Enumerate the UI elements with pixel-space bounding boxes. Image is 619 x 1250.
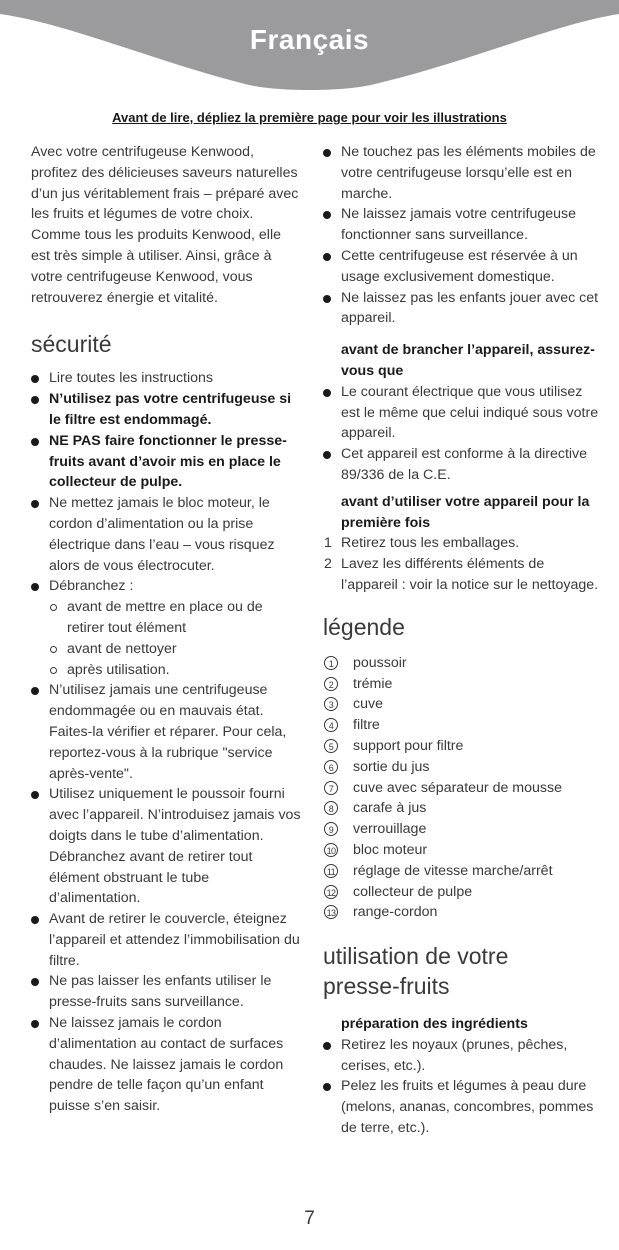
legende-list [323, 653, 603, 923]
unplug-sublist [49, 597, 303, 680]
list-item: N’utilisez jamais une centrifugeuse endommagée ou en mauvais état. Faites-la vérifier et réparer. Pour cela, reportez-vous à la rubrique "service après-vente". [31, 680, 303, 784]
legend-number: 4 [324, 718, 338, 732]
list-item: Cette centrifugeuse est réservée à un usage exclusivement domestique. [323, 246, 603, 288]
brancher-heading: avant de brancher l’appareil, assurez-vous que [341, 342, 595, 379]
page-number: 7 [304, 1208, 315, 1229]
preparation-heading: préparation des ingrédients [341, 1016, 528, 1033]
list-item: Le courant électrique que vous utilisez est le même que celui indiqué sous votre appareil. [323, 382, 603, 444]
brancher-list [323, 382, 603, 486]
legende-title: légende [323, 613, 405, 640]
list-item: Ne touchez pas les éléments mobiles de votre centrifugeuse lorsqu’elle est en marche. [323, 142, 603, 204]
premiere-fois-steps [323, 533, 603, 595]
sub-list-item: après utilisation. [49, 660, 303, 681]
step-number: 1 [324, 535, 332, 552]
list-item: Avant de retirer le couvercle, éteignez l’appareil et attendez l’immobilisation du filtre. [31, 909, 303, 971]
legend-number: 12 [324, 885, 338, 899]
legend-item: 3 cuve [323, 694, 603, 715]
list-item: Lire toutes les instructions [31, 368, 303, 389]
language-title: Français [249, 24, 370, 55]
list-item: Ne laissez pas les enfants jouer avec cet appareil. [323, 288, 603, 330]
step-item: 2 Lavez les différents éléments de l’appareil : voir la notice sur le nettoyage. [324, 556, 599, 593]
legend-item: 6 sortie du jus [323, 757, 603, 778]
securite-list-continued [323, 142, 603, 329]
list-item: Pelez les fruits et légumes à peau dure (melons, ananas, concombres, pommes de terre, etc.). [323, 1076, 603, 1138]
preparation-list [323, 1035, 603, 1139]
securite-list [31, 368, 303, 1117]
list-item: Ne pas laisser les enfants utiliser le presse-fruits sans surveillance. [31, 971, 303, 1013]
right-column [323, 142, 603, 1139]
legend-item: 9 verrouillage [323, 819, 603, 840]
list-item: N’utilisez pas votre centrifugeuse si le filtre est endommagé. [31, 389, 303, 431]
legend-item: 2 trémie [323, 674, 603, 695]
legend-item: 7 cuve avec séparateur de mousse [323, 778, 603, 799]
legend-item: 13 range-cordon [323, 902, 603, 923]
legend-item: 4 filtre [323, 715, 603, 736]
legend-number: 1 [324, 656, 338, 670]
legend-number: 7 [324, 781, 338, 795]
list-item: Utilisez uniquement le poussoir fourni avec l’appareil. N’introduisez jamais vos doigts dans le tube d’alimentation. Débranchez avant de retirer tout élément obstruant le tube d’alimentation. [31, 784, 303, 909]
legend-item: 8 carafe à jus [323, 798, 603, 819]
legend-number: 2 [324, 677, 338, 691]
step-item: 1 Retirez tous les emballages. [323, 533, 603, 554]
legend-number: 13 [324, 905, 338, 919]
sub-list-item: avant de mettre en place ou de retirer tout élément [49, 597, 303, 639]
utilisation-title: utilisation de votre presse-fruits [323, 943, 509, 1000]
step-number: 2 [324, 556, 332, 573]
legend-number: 9 [324, 822, 338, 836]
legend-number: 5 [324, 739, 338, 753]
sub-list-item: avant de nettoyer [49, 639, 303, 660]
legend-item: 5 support pour filtre [323, 736, 603, 757]
list-item: NE PAS faire fonctionner le presse-fruits avant d’avoir mis en place le collecteur de pulpe. [31, 431, 303, 493]
premiere-fois-heading: avant d’utiliser votre appareil pour la première fois [341, 493, 590, 531]
legend-number: 3 [324, 697, 338, 711]
legend-number: 8 [324, 801, 338, 815]
legend-item: 10 bloc moteur [323, 840, 603, 861]
list-item: Ne laissez jamais votre centrifugeuse fonctionner sans surveillance. [323, 204, 603, 246]
list-item: Cet appareil est conforme à la directive 89/336 de la C.E. [323, 444, 603, 486]
legend-item: 12 collecteur de pulpe [323, 882, 603, 903]
securite-title: sécurité [31, 331, 112, 358]
left-column [31, 142, 303, 1117]
list-item: Ne mettez jamais le bloc moteur, le cordon d’alimentation ou la prise électrique dans l’eau – vous risquez alors de vous électrocuter. [31, 493, 303, 576]
legend-item: 1 poussoir [323, 653, 603, 674]
legend-number: 10 [324, 843, 338, 857]
list-item: Ne laissez jamais le cordon d’alimentation au contact de surfaces chaudes. Ne laissez jamais le cordon pendre de telle façon qu’un enfant puisse s’en saisir. [31, 1013, 303, 1117]
intro-paragraph: Avec votre centrifugeuse Kenwood, profitez des délicieuses saveurs naturelles d’un jus véritablement frais – préparé avec les fruits et légumes de votre choix. Comme tous les produits Kenwood, elle est très simple à utiliser. Ainsi, grâce à votre centrifugeuse Kenwood, vous retrouverez énergie et vitalité. [31, 144, 299, 306]
list-item: Débranchez : avant de mettre en place ou de retirer tout élément avant de nettoyer après utilisation. [31, 576, 303, 680]
legend-number: 6 [324, 760, 338, 774]
legend-item: 11 réglage de vitesse marche/arrêt [323, 861, 603, 882]
list-item: Retirez les noyaux (prunes, pêches, cerises, etc.). [323, 1035, 603, 1077]
fold-out-notice: Avant de lire, dépliez la première page pour voir les illustrations [112, 110, 507, 125]
legend-number: 11 [324, 864, 338, 878]
